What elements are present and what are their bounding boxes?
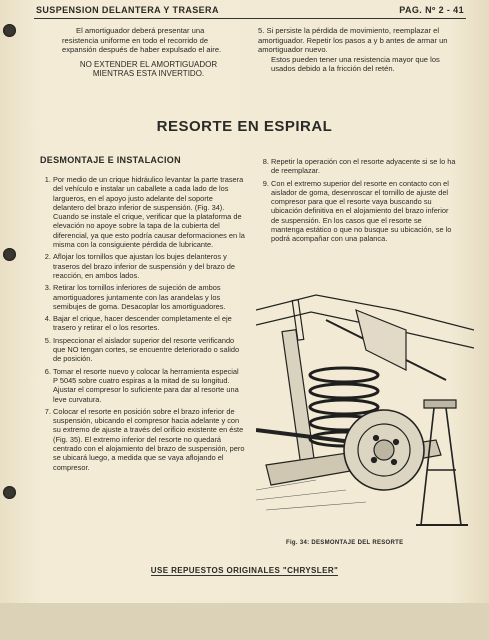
section-title: RESORTE EN ESPIRAL: [156, 118, 333, 135]
left-steps-column: [40, 175, 245, 475]
steps-list-right: [258, 157, 456, 244]
step-item: 4. Bajar el crique, hacer descender completamente el eje trasero y retirar el o los resortes.: [53, 314, 245, 333]
warning-text: NO EXTENDER EL AMORTIGUADOR MIENTRAS ESTA INVERTIDO.: [79, 59, 218, 79]
top-left-column: [62, 26, 235, 79]
step-item: 1. Por medio de un crique hidráulico levantar la parte trasera del vehículo e instalar un caballete a cada lado de los largueros, en el apoyo justo adelante del soporte delantero del brazo inferior de suspensión. (Fig. 34). Cuando se instale el crique, verificar que la plataforma de elevación no apoye sobre la tapa de la cubierta del diferencial, ya que esto podría causar deformaciones en la misma con la consiguiente pérdida de lubricante.: [53, 175, 245, 249]
step-item: 3. Retirar los tornillos inferiores de sujeción de ambos amortiguadores juntamente con las arandelas y los semibujes de goma. Desacoplar los amortiguadores.: [53, 283, 245, 311]
section-subtitle: DESMONTAJE E INSTALACION: [40, 155, 181, 165]
footer-text: USE REPUESTOS ORIGINALES "CHRYSLER": [150, 566, 339, 575]
steps-list-left: [40, 175, 245, 472]
step-item: 8. Repetir la operación con el resorte adyacente si se lo ha de reemplazar.: [271, 157, 456, 176]
step-5-text: Si persiste la pérdida de movimiento, reemplazar el amortiguador. Repetir los pasos a y b antes de armar un amortiguador nuevo.: [258, 26, 448, 55]
step-5: 5. Si persiste la pérdida de movimiento, reemplazar el amortiguador. Repetir los pasos a y b antes de armar un amortiguador nuevo.: [258, 26, 448, 55]
right-steps-column: [258, 157, 456, 247]
top-right-column: [258, 26, 456, 74]
step-item: 5. Inspeccionar el aislador superior del resorte verificando que NO tengan cortes, se encuentre deteriorado o salido de posición.: [53, 336, 245, 364]
step-item: 9. Con el extremo superior del resorte en contacto con el aislador de goma, desenroscar el tornillo de ajuste del compresor para que el resorte vaya buscando su ubicación definitiva en el alojamiento del brazo inferior de suspensión. En los casos que el resorte se mantenga estático o que no busque su ubicación, se lo podrá acompañar con una palanca.: [271, 179, 456, 244]
binder-hole: [3, 24, 16, 37]
step-item: 2. Aflojar los tornillos que ajustan los bujes delanteros y traseros del brazo inferior de suspensión y del brazo de reacción, en ambos lados.: [53, 252, 245, 280]
page-bottom-margin: [0, 603, 489, 640]
page-header: [36, 5, 464, 19]
binder-hole: [3, 248, 16, 261]
figure-caption: Fig. 34: DESMONTAJE DEL RESORTE: [286, 540, 404, 546]
binder-hole: [3, 486, 16, 499]
note-text: Estos pueden tener una resistencia mayor que los usados debido a la fricción del retén.: [271, 54, 440, 74]
suspension-illustration: [256, 290, 474, 530]
shock-absorber-paragraph: El amortiguador deberá presentar una resistencia uniforme en todo el recorrido de expansión después de haber expulsado el aire.: [62, 26, 222, 55]
step-item: 6. Tomar el resorte nuevo y colocar la herramienta especial P 5045 sobre cuatro espiras a la mitad de su longitud. Ajustar el compresor lo suficiente para dar al resorte una leve curvatura.: [53, 367, 245, 404]
step-item: 7. Colocar el resorte en posición sobre el brazo inferior de suspensión, ubicando el compresor hacia adelante y con su extremo de ajuste a través del orificio existente en éste (Fig. 35). El extremo inferior del resorte no quedará centrado con el alojamiento del brazo de suspensión, pero se ubicará luego, a medida que se vaya aflojando el compresor.: [53, 407, 245, 472]
page-footer: [0, 566, 489, 575]
page-number: PAG. Nº 2 - 41: [399, 5, 464, 15]
header-rule: [34, 18, 466, 19]
header-title: SUSPENSION DELANTERA Y TRASERA: [36, 5, 219, 15]
